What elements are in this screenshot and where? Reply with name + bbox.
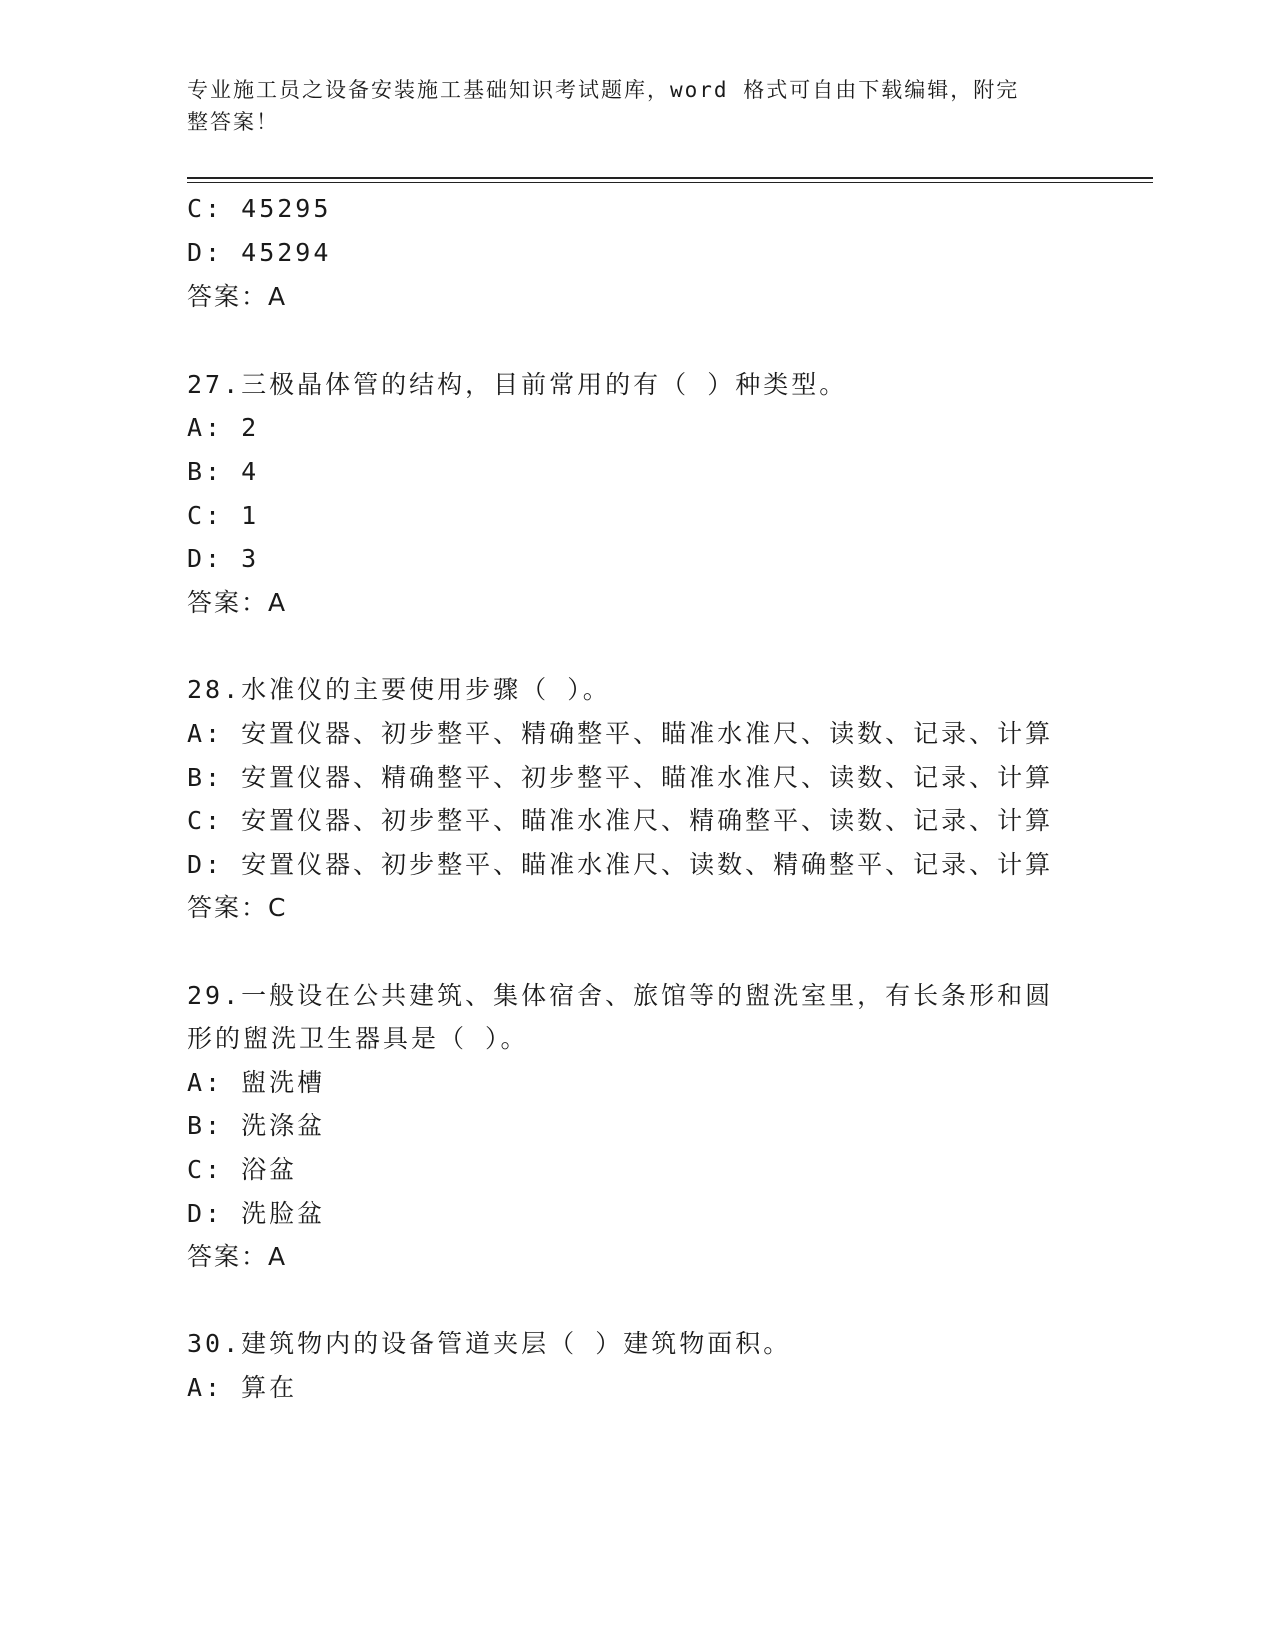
q30-stem: 30.建筑物内的设备管道夹层（ ）建筑物面积。 <box>187 1329 792 1358</box>
q27-option-b: B: 4 <box>187 457 260 486</box>
prev-answer: 答案：A <box>187 282 288 311</box>
header-title-line-1: 专业施工员之设备安装施工基础知识考试题库，word 格式可自由下载编辑，附完 <box>187 78 1020 102</box>
q28-option-d: D: 安置仪器、初步整平、瞄准水准尺、读数、精确整平、记录、计算 <box>187 850 1054 879</box>
q27-answer: 答案：A <box>187 588 288 617</box>
q28-option-a: A: 安置仪器、初步整平、精确整平、瞄准水准尺、读数、记录、计算 <box>187 719 1054 748</box>
q27-option-a: A: 2 <box>187 413 260 442</box>
q28-stem: 28.水准仪的主要使用步骤（ ）。 <box>187 675 611 704</box>
header-title-line-2: 整答案！ <box>187 110 279 134</box>
prev-option-d: D: 45294 <box>187 238 332 267</box>
q27-option-d: D: 3 <box>187 544 260 573</box>
q29-stem-line-2: 形的盥洗卫生器具是（ ）。 <box>187 1024 529 1053</box>
q28-answer: 答案：C <box>187 893 288 922</box>
q29-stem-line-1: 29.一般设在公共建筑、集体宿舍、旅馆等的盥洗室里，有长条形和圆 <box>187 981 1054 1010</box>
q30-option-a: A: 算在 <box>187 1373 298 1402</box>
q27-stem: 27.三极晶体管的结构，目前常用的有（ ）种类型。 <box>187 370 848 399</box>
prev-option-c: C: 45295 <box>187 194 332 223</box>
q29-answer: 答案：A <box>187 1242 288 1271</box>
q29-option-d: D: 洗脸盆 <box>187 1199 326 1228</box>
q29-option-a: A: 盥洗槽 <box>187 1068 326 1097</box>
q28-option-c: C: 安置仪器、初步整平、瞄准水准尺、精确整平、读数、记录、计算 <box>187 806 1054 835</box>
q28-option-b: B: 安置仪器、精确整平、初步整平、瞄准水准尺、读数、记录、计算 <box>187 763 1054 792</box>
document-header <box>187 74 1087 138</box>
q29-option-c: C: 浴盆 <box>187 1155 298 1184</box>
q29-option-b: B: 洗涤盆 <box>187 1111 326 1140</box>
header-divider-thin <box>187 182 1153 183</box>
header-divider-thick <box>187 177 1153 179</box>
q27-option-c: C: 1 <box>187 501 260 530</box>
